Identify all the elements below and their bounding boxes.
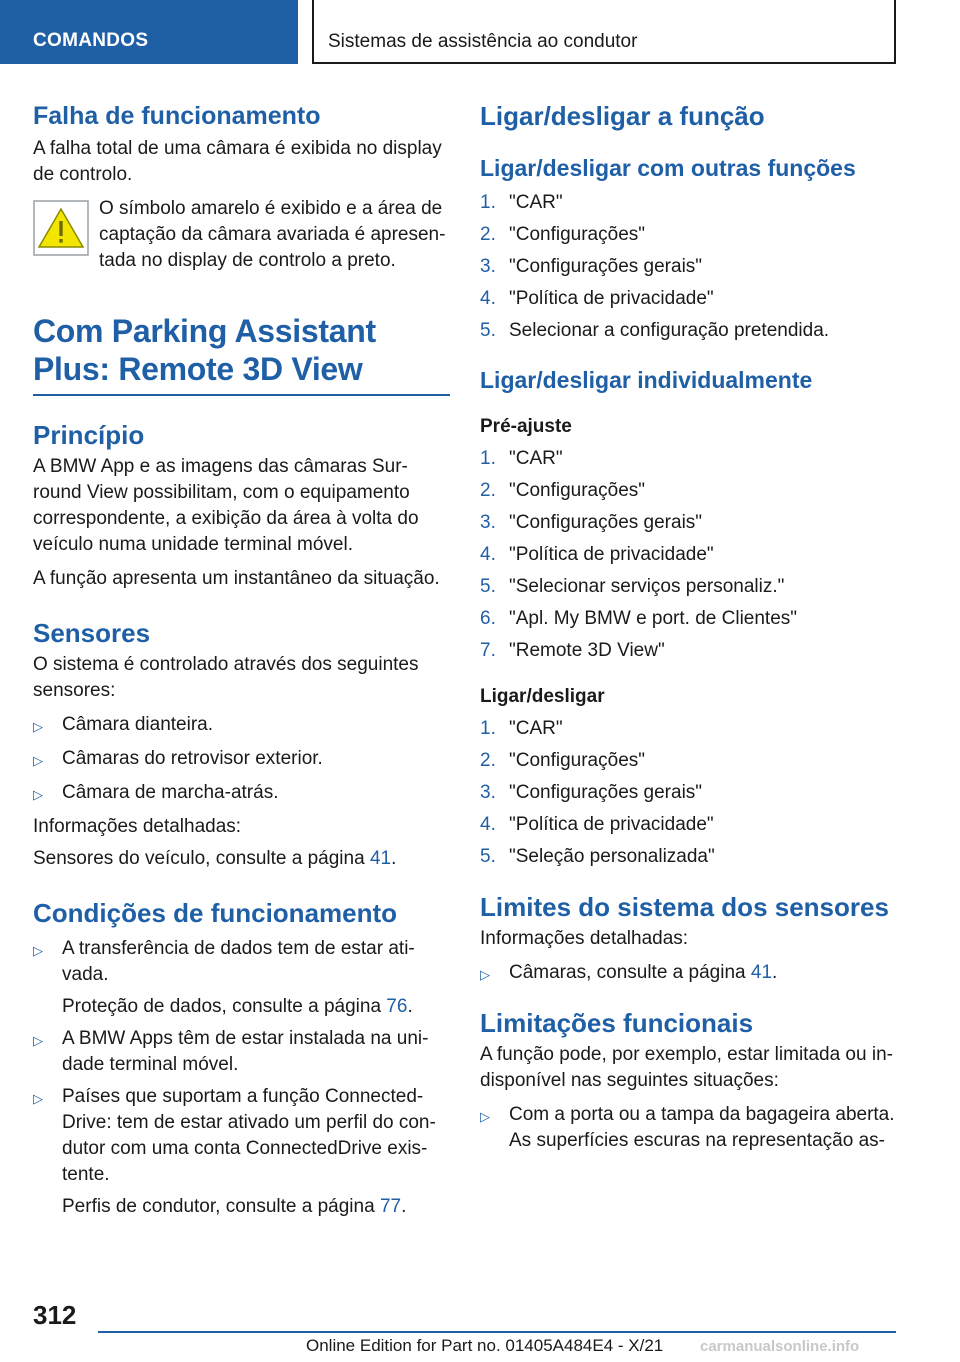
preset-steps xyxy=(480,446,900,664)
page-number: 312 xyxy=(33,1300,77,1330)
functional-list xyxy=(480,1102,900,1154)
limits-info: Informações detalhadas: xyxy=(480,928,689,949)
limits-heading: Limites do sistema dos sensores xyxy=(480,892,889,922)
list-item: 1. "CAR" xyxy=(480,718,563,739)
list-item: 4. "Política de privacidade" xyxy=(480,814,714,835)
functional-heading: Limitações funcionais xyxy=(480,1008,754,1038)
list-item: 4. "Política de privacidade" xyxy=(480,288,714,309)
list-item: ▷ Câmaras do retrovisor exterior. xyxy=(33,746,447,774)
list-item: 3. "Configurações gerais" xyxy=(480,782,703,803)
list-item: ▷ A transferência de dados tem de estar ati- vada. Proteção de dados, consulte a página 76. xyxy=(33,936,447,1020)
principle-heading: Princípio xyxy=(33,420,145,450)
preset-label: Pré-ajuste xyxy=(480,416,572,437)
bullet-triangle-icon: ▷ xyxy=(33,1033,43,1048)
list-item: 5. "Seleção personalizada" xyxy=(480,846,715,867)
chapter-title: Sistemas de assistência ao condutor xyxy=(328,31,638,52)
limits-list xyxy=(480,960,900,988)
bullet-triangle-icon: ▷ xyxy=(480,967,490,982)
list-item: 7. "Remote 3D View" xyxy=(480,640,665,661)
functional-intro: A função pode, por exemplo, estar limitada ou in- disponível nas seguintes situações: xyxy=(480,1044,893,1091)
bullet-triangle-icon: ▷ xyxy=(480,1109,490,1124)
page-link[interactable]: 77 xyxy=(379,1196,402,1217)
list-item: ▷ Com a porta ou a tampa da bagageira aberta. As superfícies escuras na representação as- xyxy=(480,1102,900,1154)
list-item: ▷ Câmara de marcha-atrás. xyxy=(33,780,447,808)
onoff-heading: Ligar/desligar a função xyxy=(480,101,765,131)
list-item: ▷ A BMW Apps têm de estar instalada na uni- dade terminal móvel. xyxy=(33,1026,447,1078)
list-item: 4. "Política de privacidade" xyxy=(480,544,714,565)
list-item: ▷ Câmaras, consulte a página 41. xyxy=(480,960,900,988)
watermark: carmanualsonline.info xyxy=(700,1338,860,1355)
heading-rule xyxy=(33,394,450,396)
sensors-intro: O sistema é controlado através dos seguintes sensores: xyxy=(33,654,419,701)
list-item: 3. "Configurações gerais" xyxy=(480,512,703,533)
toggle-steps xyxy=(480,716,900,870)
other-steps xyxy=(480,190,900,344)
individual-heading: Ligar/desligar individualmente xyxy=(480,367,813,393)
sensors-info: Informações detalhadas: xyxy=(33,816,242,837)
sensors-ref: Sensores do veículo, consulte a página 41. xyxy=(33,848,397,869)
list-item: 1. "CAR" xyxy=(480,448,563,469)
bullet-triangle-icon: ▷ xyxy=(33,1091,43,1106)
list-item: 3. "Configurações gerais" xyxy=(480,256,703,277)
list-item: 2. "Configurações" xyxy=(480,480,646,501)
section-label: COMANDOS xyxy=(33,30,149,51)
sensors-heading: Sensores xyxy=(33,618,151,648)
warning-triangle-icon xyxy=(33,200,89,256)
sensors-list xyxy=(33,712,447,808)
left-column xyxy=(33,100,447,1226)
other-functions-heading: Ligar/desligar com outras funções xyxy=(480,155,856,181)
page-link[interactable]: 41 xyxy=(750,962,773,983)
bullet-triangle-icon: ▷ xyxy=(33,943,43,958)
footer-rule xyxy=(98,1331,896,1333)
principle-p2: A função apresenta um instantâneo da situação. xyxy=(33,568,440,589)
chapter-header xyxy=(312,0,896,64)
toggle-label: Ligar/desligar xyxy=(480,686,605,707)
list-item: 2. "Configurações" xyxy=(480,750,646,771)
warning-note xyxy=(33,196,447,274)
bullet-triangle-icon: ▷ xyxy=(33,753,43,768)
warning-text: O símbolo amarelo é exibido e a área de captação da câmara avariada é apresen- tada no display de controlo a preto. xyxy=(99,198,446,271)
failure-heading: Falha de funcionamento xyxy=(33,102,321,130)
list-item: 6. "Apl. My BMW e port. de Clientes" xyxy=(480,608,798,629)
conditions-heading: Condições de funcionamento xyxy=(33,898,398,928)
page-link[interactable]: 41 xyxy=(369,848,392,869)
principle-p1: A BMW App e as imagens das câmaras Sur- round View possibilitam, com o equipamento correspondente, a exibição da área à volta do veículo numa unidade terminal móvel. xyxy=(33,456,419,555)
list-item: 1. "CAR" xyxy=(480,192,563,213)
bullet-triangle-icon: ▷ xyxy=(33,787,43,802)
list-item: ▷ Câmara dianteira. xyxy=(33,712,447,740)
list-item: 5. "Selecionar serviços personaliz." xyxy=(480,576,785,597)
right-column xyxy=(480,100,900,1160)
edition-note: Online Edition for Part no. 01405A484E4 - X/21 xyxy=(306,1336,664,1355)
bullet-triangle-icon: ▷ xyxy=(33,719,43,734)
failure-text: A falha total de uma câmara é exibida no display de controlo. xyxy=(33,138,442,185)
list-item: ▷ Países que suportam a função Connected- Drive: tem de estar ativado um perfil do con- dutor com uma conta ConnectedDrive exis- tente. Perfis de condutor, consulte a página 77. xyxy=(33,1084,447,1220)
page-link[interactable]: 76 xyxy=(386,996,408,1017)
conditions-list xyxy=(33,936,447,1220)
section-tab xyxy=(0,0,298,64)
remote-heading: Com Parking Assistant Plus: Remote 3D View xyxy=(33,313,376,387)
list-item: 2. "Configurações" xyxy=(480,224,646,245)
list-item: 5. Selecionar a configuração pretendida. xyxy=(480,320,830,341)
